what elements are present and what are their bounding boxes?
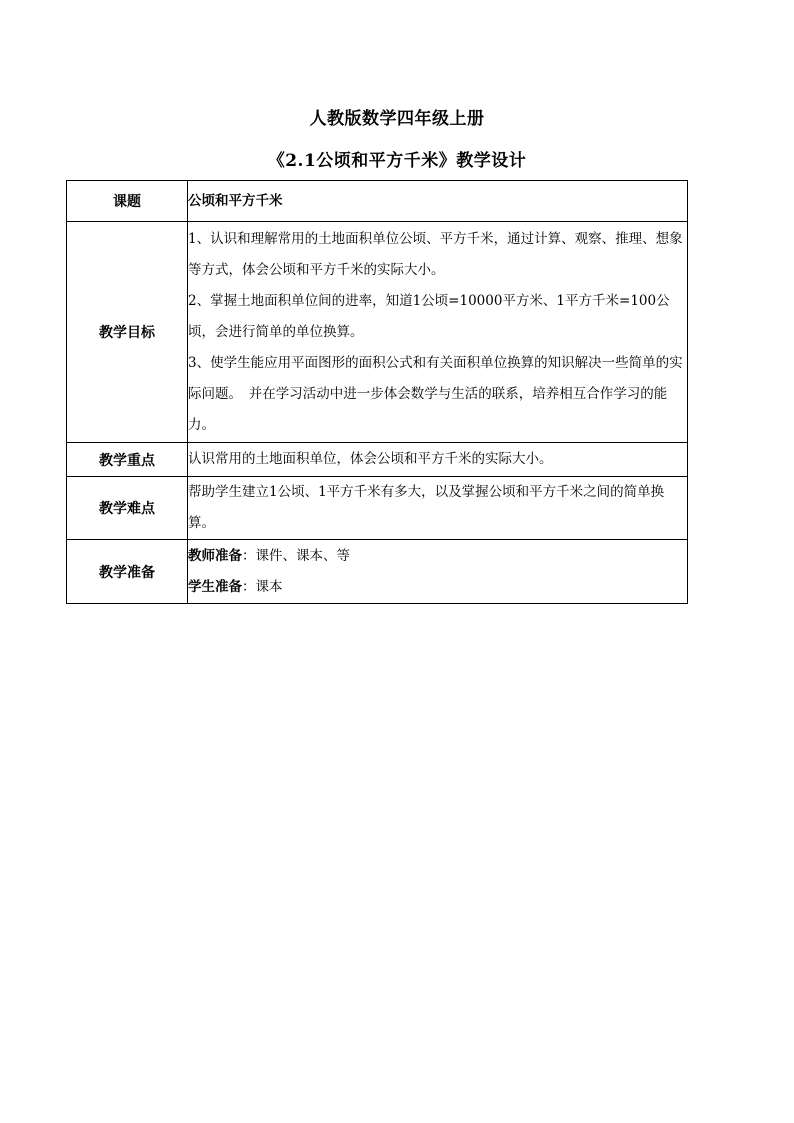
document-subtitle: 《2.1公顷和平方千米》教学设计 xyxy=(267,151,527,171)
goal-item-3: 3、使学生能应用平面图形的面积公式和有关面积单位换算的知识解决一些简单的实际问题。 并在学习活动中进一步体会数学与生活的联系，培养相互合作学习的能力。 xyxy=(188,354,683,433)
student-preparation-key: 学生准备 xyxy=(188,578,242,595)
label-topic: 课题 xyxy=(67,181,188,222)
value-difficulty: 帮助学生建立1公顷、1平方千米有多大，以及掌握公顷和平方千米之间的简单换算。 xyxy=(188,477,688,540)
table-row-topic xyxy=(67,181,688,222)
goal-item-1: 1、认识和理解常用的土地面积单位公顷、平方千米，通过计算、观察、推理、想象等方式，体会公顷和平方千米的实际大小。 xyxy=(188,230,683,278)
student-preparation xyxy=(188,572,687,603)
label-key-point: 教学重点 xyxy=(67,443,188,477)
table-row-key-point xyxy=(67,443,688,477)
teacher-preparation-value: ：课件、课本、等 xyxy=(242,547,350,564)
teacher-preparation xyxy=(188,541,687,572)
label-goals: 教学目标 xyxy=(67,222,188,443)
table-row-goals xyxy=(67,222,688,443)
teacher-preparation-key: 教师准备 xyxy=(188,547,242,564)
table-row-difficulty xyxy=(67,477,688,540)
goals-list xyxy=(188,222,688,443)
label-preparation: 教学准备 xyxy=(67,540,188,604)
value-key-point: 认识常用的土地面积单位，体会公顷和平方千米的实际大小。 xyxy=(188,443,688,477)
student-preparation-value: ：课本 xyxy=(242,578,283,595)
document-title: 人教版数学四年级上册 xyxy=(309,109,485,129)
table-row-preparation xyxy=(67,540,688,604)
lesson-plan-table xyxy=(66,180,688,604)
value-topic: 公顷和平方千米 xyxy=(188,181,688,222)
label-difficulty: 教学难点 xyxy=(67,477,188,540)
value-preparation xyxy=(188,540,688,604)
goal-item-2: 2、掌握土地面积单位间的进率，知道1公顷=10000平方米、1平方千米=100公顷，会进行简单的单位换算。 xyxy=(188,292,670,340)
